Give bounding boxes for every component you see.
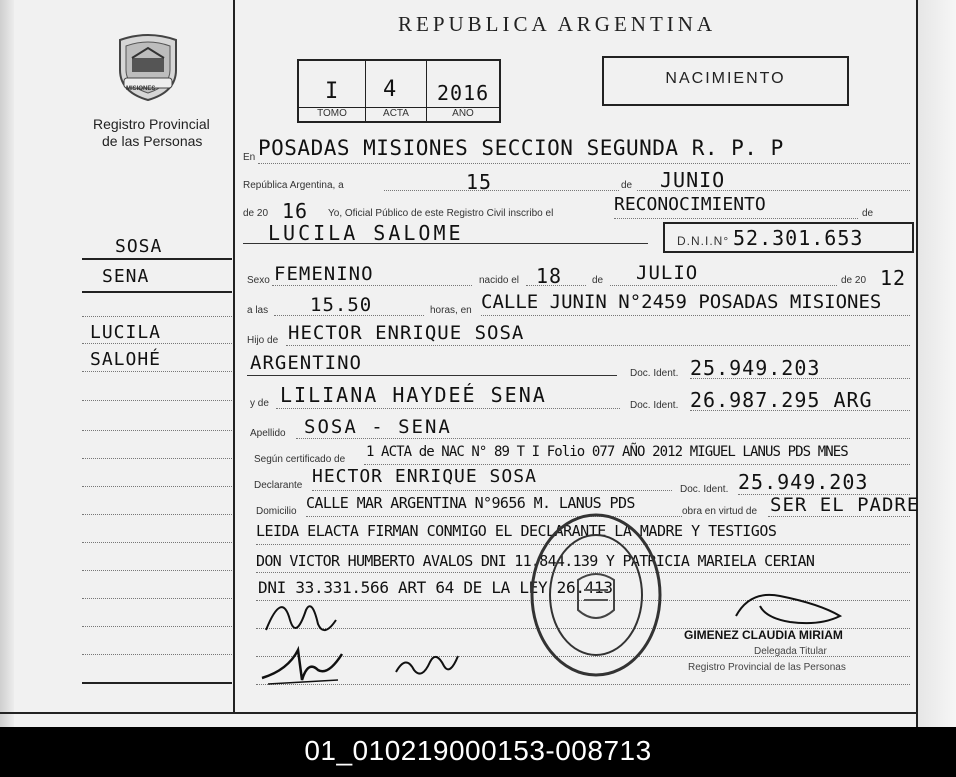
hijo-label: Hijo de: [247, 335, 279, 346]
doc-label-3: Doc. Ident.: [680, 484, 729, 495]
sexo-value: FEMENINO: [274, 263, 374, 285]
birth-day: 18: [536, 264, 563, 288]
page-edge-right: [916, 0, 956, 727]
margin-dots: [82, 430, 232, 431]
yde-label: y de: [250, 398, 269, 409]
image-id-footer: 01_010219000153-008713: [0, 727, 956, 777]
margin-line: [82, 258, 232, 260]
birth-month-rule: [610, 285, 837, 286]
doc-type-box: [602, 56, 849, 106]
margin-dots: [82, 400, 232, 401]
child-dni: 52.301.653: [733, 226, 864, 250]
republica-label: República Argentina, a: [243, 180, 344, 191]
father-doc: 25.949.203: [690, 356, 821, 380]
father-nat-rule: [247, 375, 617, 376]
record-box: [297, 59, 501, 123]
margin-dots: [82, 486, 232, 487]
free-text-line-3: DNI 33.331.566 ART 64 DE LA LEY 26.413: [258, 578, 613, 597]
registration-year-suffix: 16: [282, 199, 309, 223]
day-rule: [384, 190, 619, 191]
de-label: de: [621, 180, 633, 191]
margin-surname-2: SENA: [102, 266, 150, 287]
free-line-rule: [256, 684, 910, 685]
registration-day: 15: [466, 170, 493, 194]
apellido-rule: [296, 438, 910, 439]
margin-name-1: LUCILA: [90, 322, 162, 343]
ano-value: 2016: [437, 81, 490, 105]
official-office: Registro Provincial de las Personas: [688, 662, 846, 673]
act-kind-rule: [614, 218, 858, 219]
document-title: REPUBLICA ARGENTINA: [398, 12, 717, 36]
doc-label-2: Doc. Ident.: [630, 400, 679, 411]
mother-doc: 26.987.295 ARG: [690, 388, 873, 412]
segun-label: Según certificado de: [254, 454, 346, 465]
obra-label: obra en virtud de: [682, 506, 758, 517]
de20-label-2: de 20: [841, 275, 867, 286]
de-label-2: de: [862, 208, 874, 219]
certificado-rule: [364, 464, 910, 465]
registry-name-line2: de las Personas: [102, 133, 203, 149]
domicilio-label: Domicilio: [256, 506, 297, 517]
mother-name: LILIANA HAYDEÉ SENA: [280, 383, 547, 407]
sexo-label: Sexo: [247, 275, 270, 286]
margin-dots: [82, 542, 232, 543]
act-kind: RECONOCIMIENTO: [614, 194, 766, 215]
declarante-name: HECTOR ENRIQUE SOSA: [312, 466, 537, 487]
domicilio-rule: [306, 516, 682, 517]
de-label-3: de: [592, 275, 604, 286]
obra-rule: [768, 516, 910, 517]
birth-place-rule: [481, 315, 910, 316]
logo-caption: MISIONES: [126, 86, 156, 92]
margin-line: [82, 682, 232, 684]
birth-hour: 15.50: [310, 294, 373, 316]
margin-dots: [82, 371, 232, 372]
ano-label: AÑO: [452, 108, 474, 119]
father-rule: [286, 345, 910, 346]
mother-rule: [276, 408, 620, 409]
margin-dots: [82, 514, 232, 515]
oficial-label: Yo, Oficial Público de este Registro Civil inscribo el: [328, 208, 554, 219]
margin-dots: [82, 343, 232, 344]
margin-dots: [82, 458, 232, 459]
page-edge-left: [0, 0, 14, 727]
margin-dots: [82, 626, 232, 627]
mother-signature: [258, 640, 348, 686]
registration-month: JUNIO: [660, 168, 726, 192]
margin-dots: [82, 654, 232, 655]
place-rule: [258, 163, 910, 164]
free-text-line-2: DON VICTOR HUMBERTO AVALOS DNI 11.844.139 Y PATRICIA MARIELA CERIAN: [256, 552, 815, 570]
birth-year-suffix: 12: [880, 266, 907, 290]
domicilio-value: CALLE MAR ARGENTINA N°9656 M. LANUS PDS: [306, 494, 635, 512]
doc-type-label: NACIMIENTO: [665, 70, 786, 87]
declarante-doc: 25.949.203: [738, 470, 869, 494]
father-nationality: ARGENTINO: [250, 352, 362, 374]
birth-place: CALLE JUNIN N°2459 POSADAS MISIONES: [481, 291, 882, 313]
margin-dots: [82, 570, 232, 571]
acta-value: 4: [383, 77, 398, 102]
margin-line: [82, 291, 232, 293]
registration-place: POSADAS MISIONES SECCION SEGUNDA R. P. P: [258, 136, 784, 160]
alas-label: a las: [247, 305, 269, 316]
official-seal-stamp: [528, 510, 664, 680]
tomo-value: I: [325, 79, 340, 104]
apellido-label: Apellido: [250, 428, 286, 439]
obra-value: SER EL PADRE: [770, 494, 920, 516]
declarante-label: Declarante: [254, 480, 303, 491]
sexo-rule: [272, 285, 472, 286]
official-role: Delegada Titular: [754, 646, 827, 657]
tomo-label: TOMO: [317, 108, 347, 119]
horas-label: horas, en: [430, 305, 472, 316]
free-text-line-1: LEIDA ELACTA FIRMAN CONMIGO EL DECLARANTE LA MADRE Y TESTIGOS: [256, 522, 777, 540]
apellido-value: SOSA - SENA: [304, 416, 452, 438]
certificado-value: 1 ACTA de NAC N° 89 T I Folio 077 AÑO 2012 MIGUEL LANUS PDS MNES: [366, 444, 848, 460]
declarante-rule: [312, 490, 672, 491]
margin-separator: [233, 0, 235, 712]
margin-dots: [82, 598, 232, 599]
de20-label: de 20: [243, 208, 269, 219]
margin-dots: [82, 316, 232, 317]
doc-label: Doc. Ident.: [630, 368, 679, 379]
father-name: HECTOR ENRIQUE SOSA: [288, 322, 525, 344]
dni-label: D.N.I.N°: [677, 234, 730, 248]
official-name: GIMENEZ CLAUDIA MIRIAM: [684, 628, 843, 642]
dni-box: [663, 222, 914, 253]
birth-month: JULIO: [636, 262, 699, 284]
witness-signature: [392, 644, 462, 684]
acta-label: ACTA: [383, 108, 409, 119]
margin-surname-1: SOSA: [115, 236, 163, 257]
registry-name-line1: Registro Provincial: [93, 116, 210, 132]
bottom-rule: [0, 712, 918, 714]
child-name: LUCILA SALOME: [268, 221, 464, 245]
nacido-label: nacido el: [479, 275, 520, 286]
margin-name-2: SALOHÉ: [90, 349, 162, 370]
en-label: En: [243, 152, 256, 163]
